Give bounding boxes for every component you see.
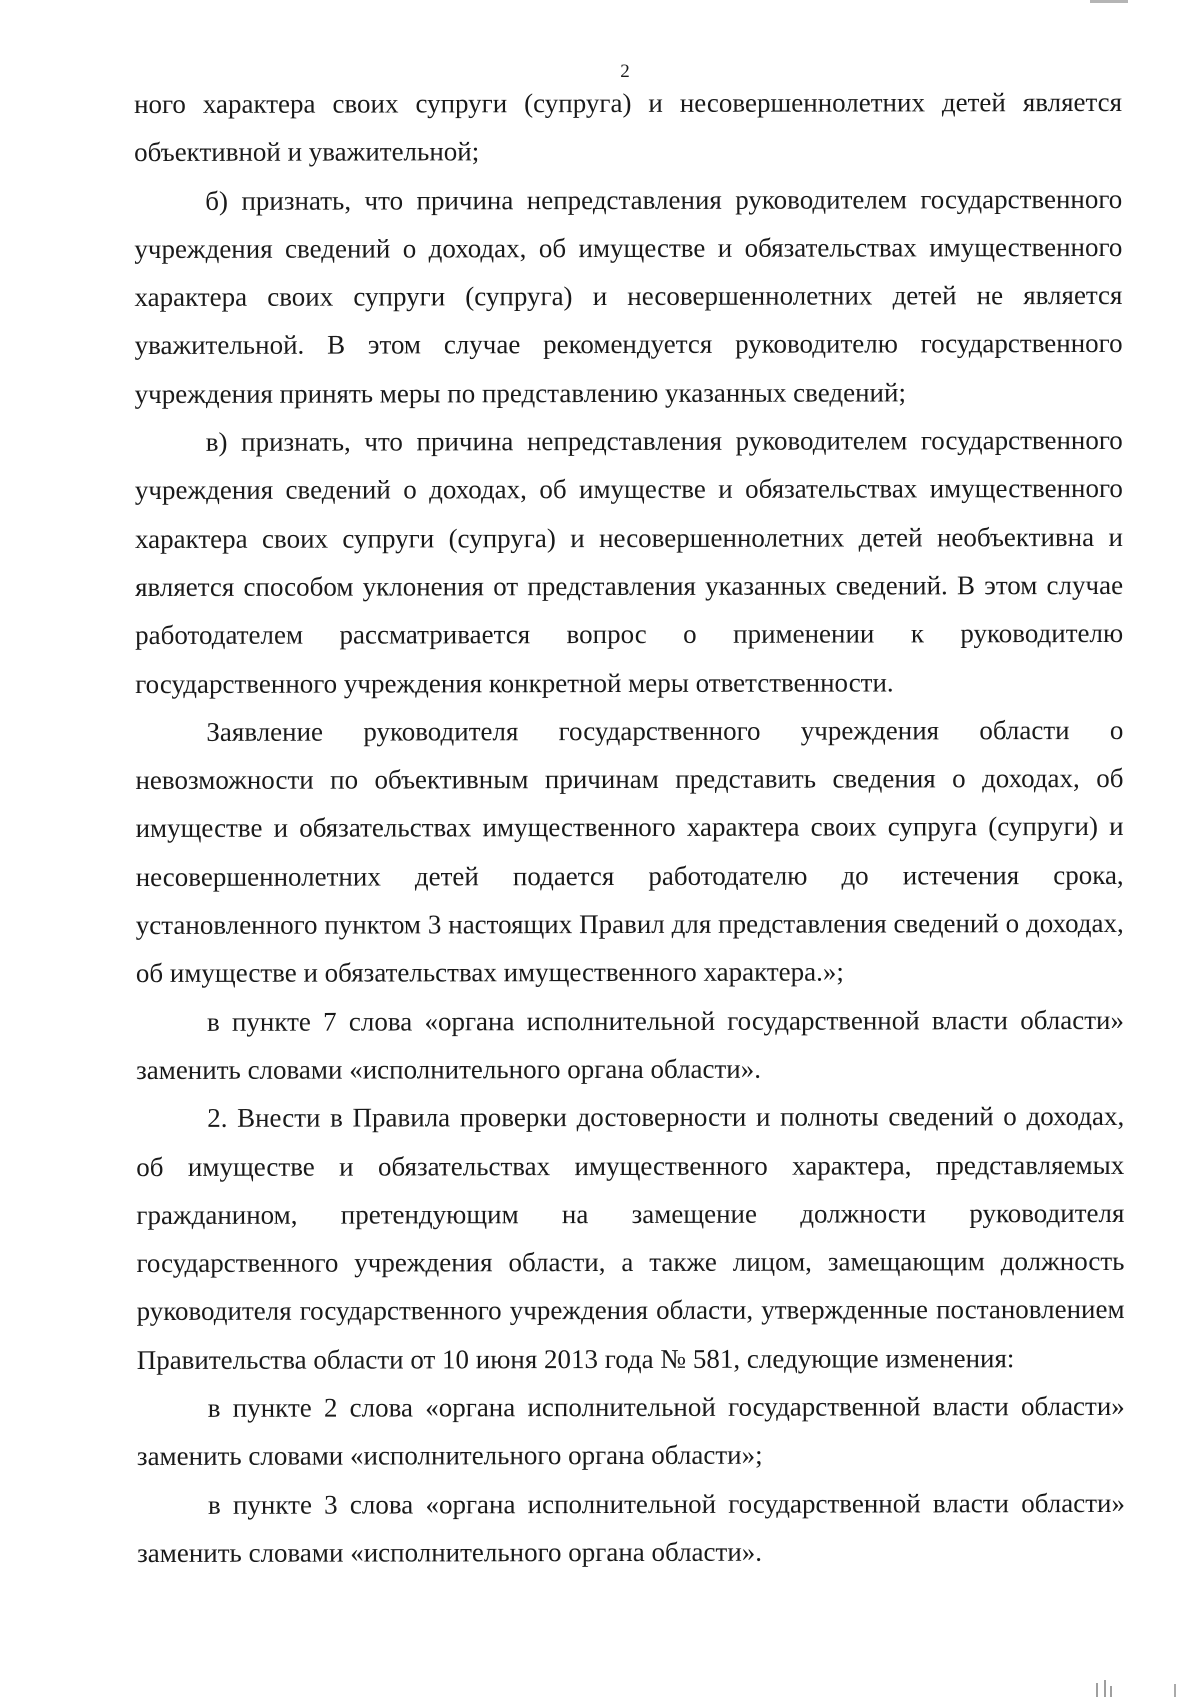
- document-body: [134, 78, 1125, 1577]
- paragraph-point-7: в пункте 7 слова «органа исполнительной государственной власти области» заменить словами «исполнительного органа области».: [136, 1004, 1125, 1085]
- paragraph-item-v: в) признать, что причина непредставления руководителем государственного учреждения сведений о доходах, об имуществе и обязательствах имущественного характера своих супруги (супруга) и несовершеннолетних детей необъективна и является способом уклонения от представления указанных сведений. В этом случае работодателем рассматривается вопрос о применении к руководителю государственного учреждения конкретной меры ответственности.: [134, 425, 1124, 699]
- scan-artifact-bottom-right-1: [1096, 1683, 1098, 1697]
- scan-artifact-bottom-right-4: [1174, 1684, 1176, 1697]
- paragraph-statement: Заявление руководителя государственного учреждения области о невозможности по объективным причинам представить сведения о доходах, об имуществе и обязательствах имущественного характера своих супруга (супруги) и несовершеннолетних детей подается работодателю до истечения срока, установленного пунктом 3 настоящих Правил для представления сведений о доходах, об имуществе и обязательствах имущественного характера.»;: [135, 714, 1124, 989]
- paragraph-point-2: в пункте 2 слова «органа исполнительной государственной власти области» заменить словами «исполнительного органа области»;: [136, 1390, 1125, 1472]
- scan-artifact-top-right: [1090, 0, 1128, 3]
- page-number: 2: [620, 61, 630, 82]
- paragraph-item-b: б) признать, что причина непредставления руководителем государственного учреждения сведений о доходах, об имуществе и обязательствах имущественного характера своих супруги (супруга) и несовершеннолетних детей не является уважительной. В этом случае рекомендуется руководителю государственного учреждения принять меры по представлению указанных сведений;: [134, 183, 1123, 409]
- scan-artifact-bottom-right-2: [1104, 1680, 1106, 1697]
- paragraph-section-2: 2. Внести в Правила проверки достоверности и полноты сведений о доходах, об имуществе и обязательствах имущественного характера, представляемых гражданином, претендующим на замещение должности руководителя государственного учреждения области, а также лицом, замещающим должность руководителя государственного учреждения области, утвержденные постановлением Правительства области от 10 июня 2013 года № 581, следующие изменения:: [136, 1101, 1125, 1375]
- scan-artifact-bottom-right-3: [1110, 1686, 1112, 1697]
- paragraph-point-3: в пункте 3 слова «органа исполнительной государственной власти области» заменить словами «исполнительного органа области».: [137, 1487, 1126, 1568]
- paragraph-continuation: ного характера своих супруги (супруга) и несовершеннолетних детей является объективной и уважительной;: [134, 86, 1123, 168]
